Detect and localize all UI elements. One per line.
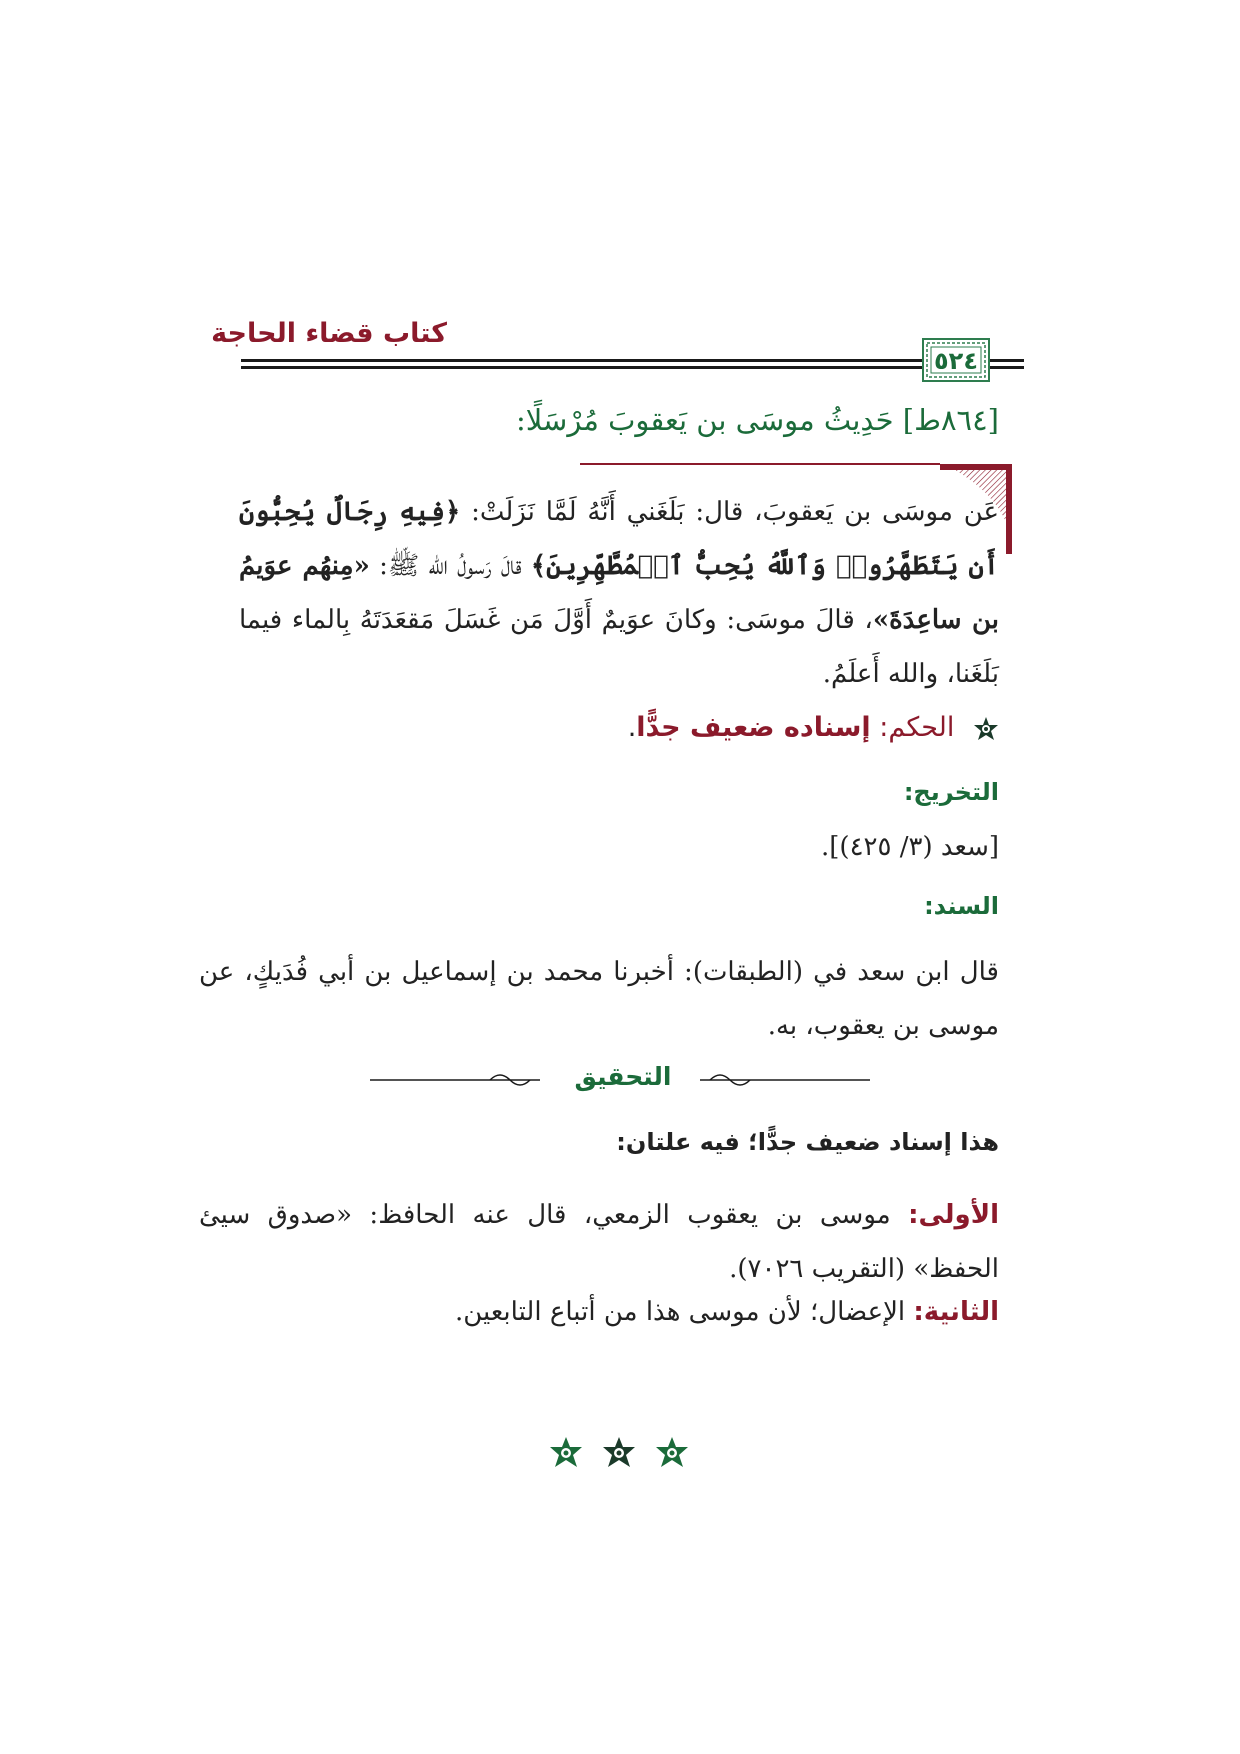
second-illah	[455, 1297, 999, 1327]
first-illah-label: الأولى:	[908, 1200, 999, 1230]
header-rule	[272, 366, 1023, 369]
first-illah-text: موسى بن يعقوب الزمعي، قال عنه الحافظ: «صدوق سيئ الحفظ» (التقريب ٧٠٢٦).	[199, 1200, 999, 1284]
end-ornament	[544, 1433, 694, 1473]
first-illah	[199, 1188, 999, 1296]
quran-verse: ﴿فِيهِ رِجَالٌ يُحِبُّونَ أَن يَتَطَهَّرُوا۟ وَٱللَّهُ يُحِبُّ ٱلۡمُطَّهِّرِينَ﴾	[239, 497, 999, 581]
prophet-quote: «مِنهُم عوَيمُ بن ساعِدَةَ»	[239, 551, 1000, 635]
book-title: كتاب قضاء الحاجة	[211, 318, 447, 349]
hukm-value: إسناده ضعيف جدًّا	[636, 712, 871, 743]
matn-text: عَن موسَى بن يَعقوبَ، قال: بَلَغَني أَنَّهُ لَمَّا نَزَلَتْ:	[460, 497, 999, 527]
heading-underline	[580, 463, 940, 465]
page-number: ٥٢٤	[934, 347, 978, 375]
sanad-text: قال ابن سعد في (الطبقات): أخبرنا محمد بن إسماعيل بن أبي فُدَيكٍ، عن موسى بن يعقوب، به.	[199, 957, 999, 1041]
tahqiq-label: التحقيق	[548, 1062, 698, 1091]
second-illah-label: الثانية:	[913, 1297, 999, 1327]
hukm-line	[628, 712, 999, 743]
rosette-icon	[973, 716, 999, 742]
header-rule	[272, 359, 1023, 362]
header-rule	[241, 366, 272, 369]
takhrij-label: التخريج:	[903, 778, 999, 806]
hadith-heading: [٨٦٤ط] حَدِيثُ موسَى بن يَعقوبَ مُرْسَلًا:	[515, 403, 999, 437]
hukm-label: الحكم:	[879, 712, 955, 743]
header-rule	[241, 359, 272, 362]
sanad-label: السند:	[924, 892, 999, 920]
hukm-dot: .	[627, 712, 637, 743]
matn-text: ، قالَ موسَى: وكانَ عوَيمٌ أَوَّلَ مَن غَسَلَ مَقعَدَتَهُ بِالماء فيما بَلَغَنا، والله أَعلَمُ.	[239, 605, 999, 689]
second-illah-text: الإعضال؛ لأن موسى هذا من أتباع التابعين.	[454, 1297, 914, 1327]
illah-intro: هذا إسناد ضعيف جدًّا؛ فيه علتان:	[616, 1128, 999, 1156]
matn-text: قالَ رَسولُ الله ﷺ:	[369, 551, 531, 581]
hadith-matn	[239, 485, 999, 701]
header-rule	[991, 366, 1024, 369]
header-rule	[991, 359, 1024, 362]
takhrij-text: [سعد (٣/ ٤٢٥)].	[821, 832, 999, 862]
